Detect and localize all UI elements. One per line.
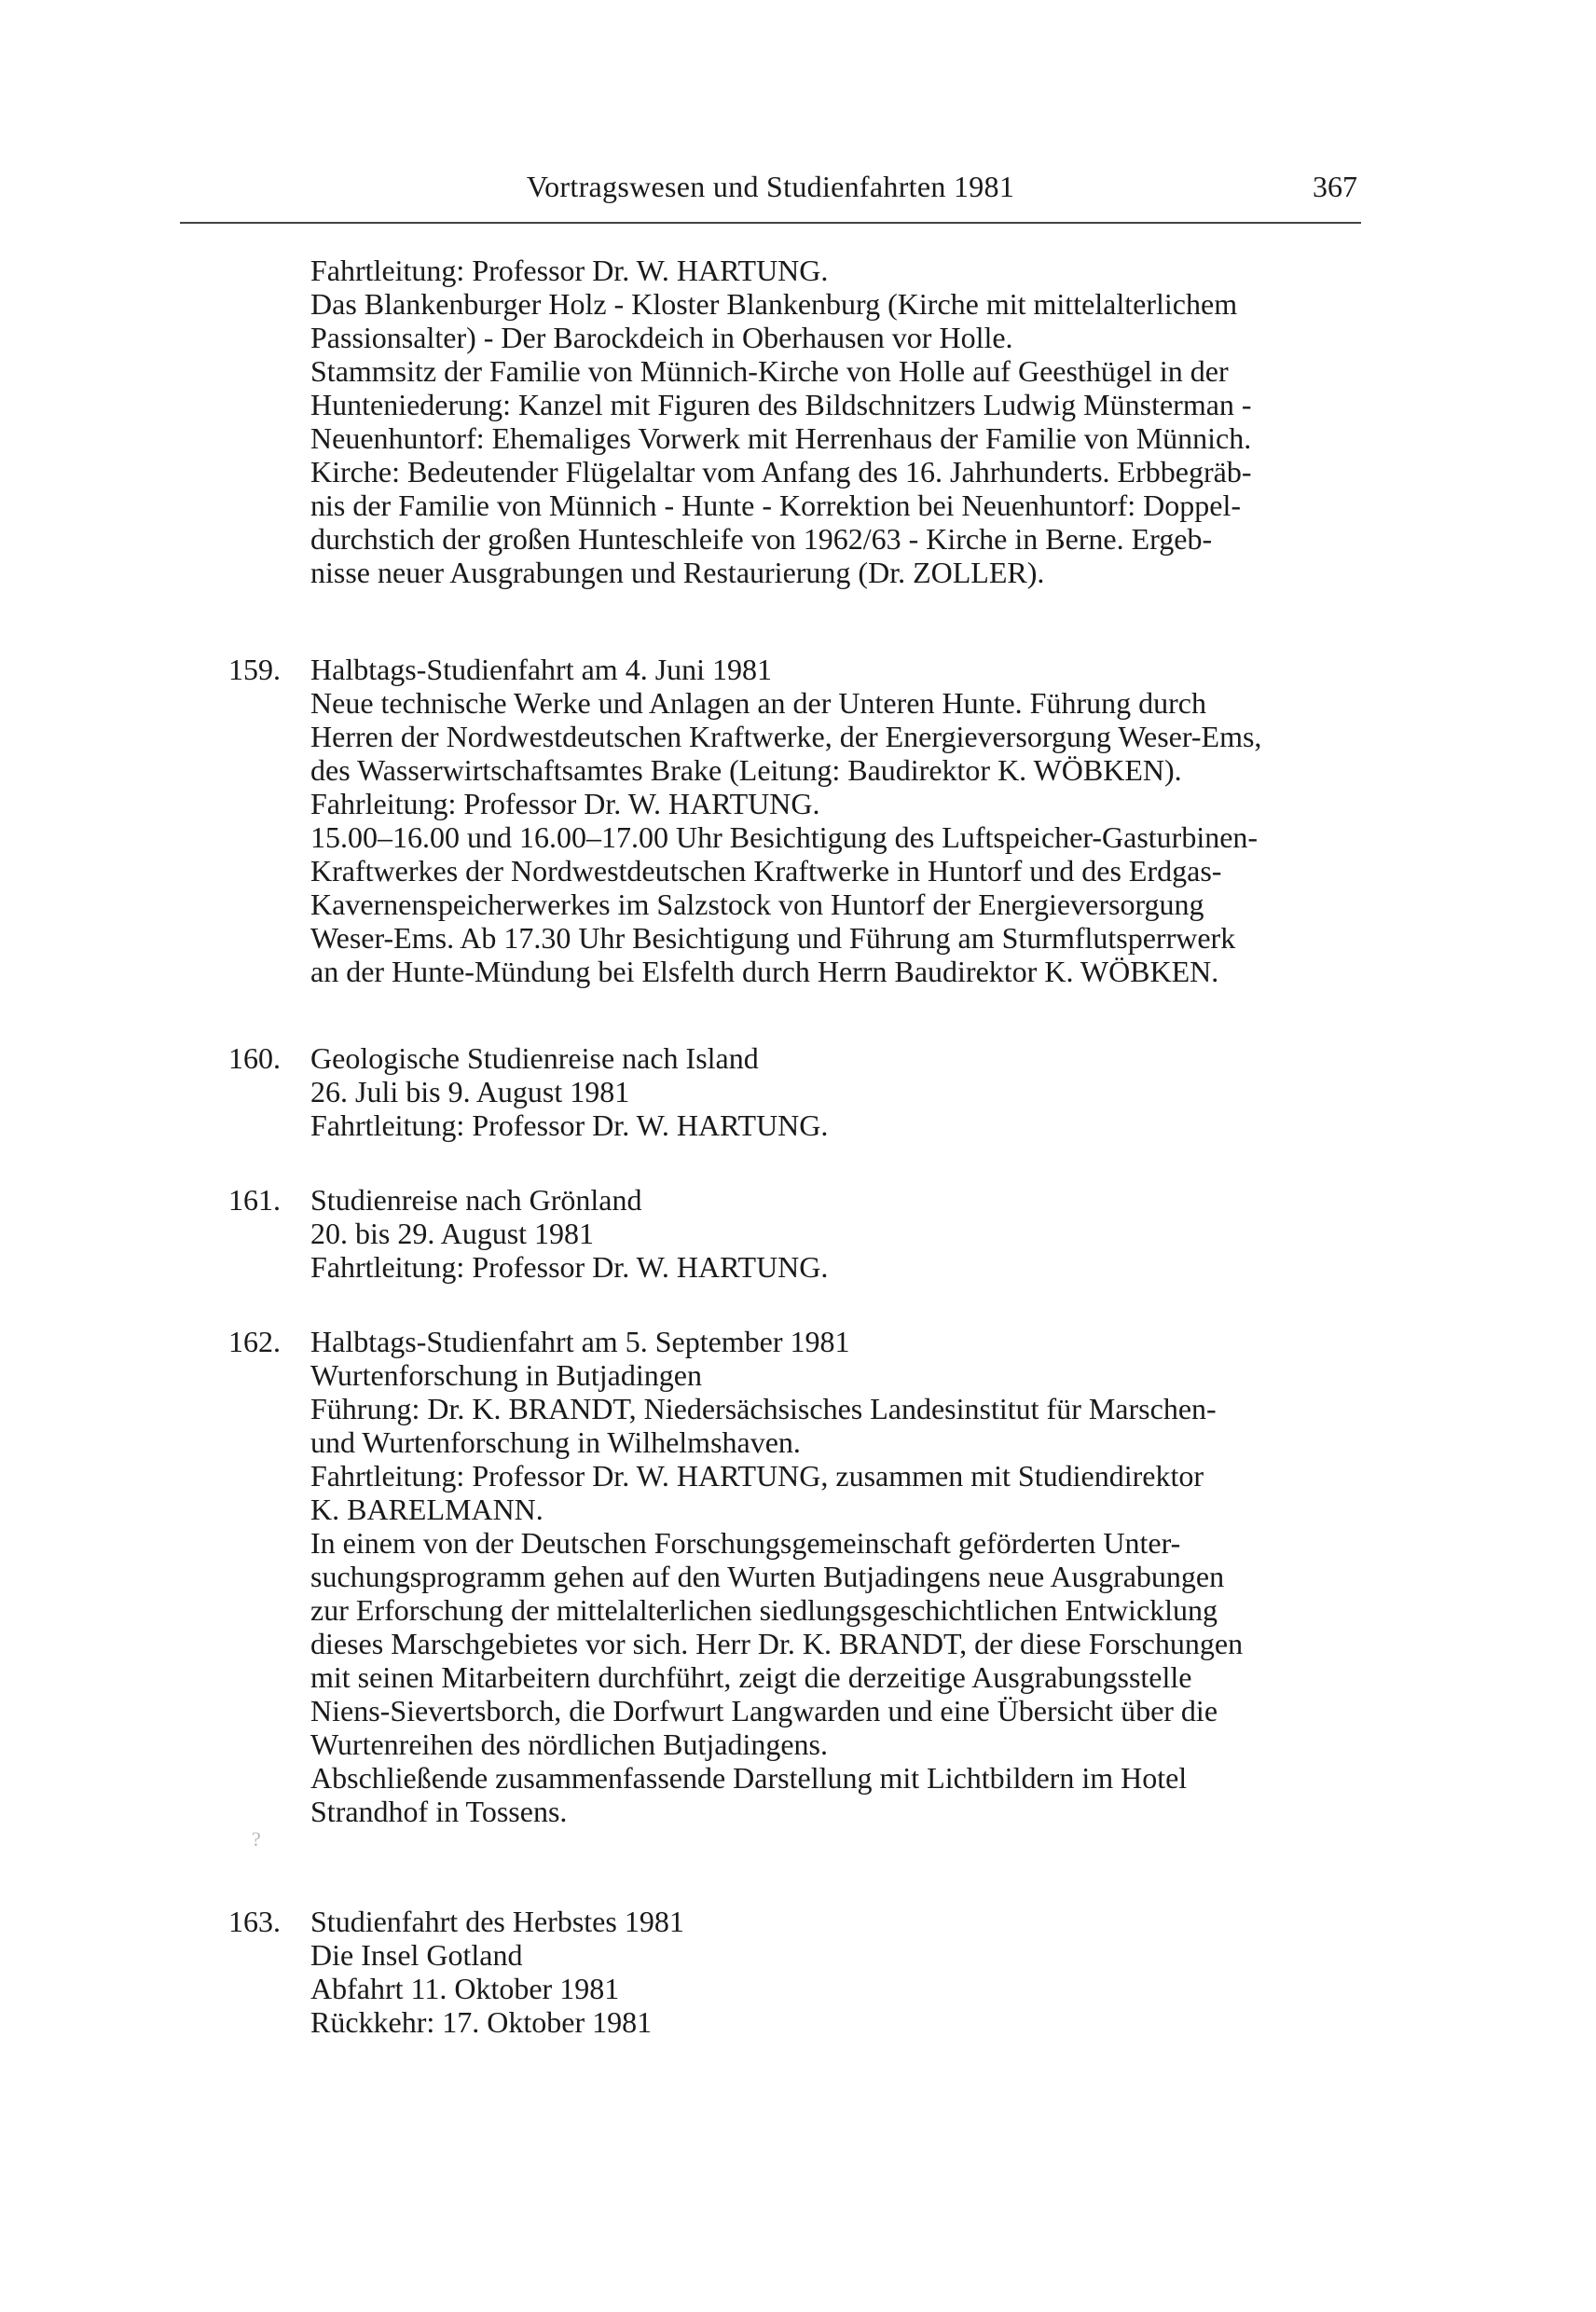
text-line: zur Erforschung der mittelalterlichen siedlungsgeschichtlichen Entwicklung	[310, 1593, 1218, 1627]
entry-body	[310, 1325, 1383, 1828]
text-line: Wurtenreihen des nördlichen Butjadingens.	[310, 1727, 828, 1761]
text-line: Herren der Nordwestdeutschen Kraftwerke, der Energieversorgung Weser-Ems,	[310, 720, 1262, 753]
entry-title: Halbtags-Studienfahrt am 4. Juni 1981	[310, 653, 773, 686]
text-line: Kirche: Bedeutender Flügelaltar vom Anfang des 16. Jahrhunderts. Erbbegräb-	[310, 455, 1252, 489]
text-line: Abschließende zusammenfassende Darstellung mit Lichtbildern im Hotel	[310, 1761, 1188, 1795]
entry-title: Halbtags-Studienfahrt am 5. September 1981	[310, 1325, 850, 1358]
text-line: 15.00–16.00 und 16.00–17.00 Uhr Besichtigung des Luftspeicher-Gasturbinen-	[310, 820, 1259, 854]
text-line: des Wasserwirtschaftsamtes Brake (Leitung: Baudirektor K. WÖBKEN).	[310, 753, 1182, 787]
text-line: 20. bis 29. August 1981	[310, 1217, 595, 1250]
entry-title: Geologische Studienreise nach Island	[310, 1041, 759, 1075]
text-line: Wurtenforschung in Butjadingen	[310, 1358, 702, 1392]
entry-title: Studienreise nach Grönland	[310, 1183, 642, 1217]
text-line: mit seinen Mitarbeitern durchführt, zeigt die derzeitige Ausgrabungsstelle	[310, 1660, 1192, 1694]
entry-number: 160.	[228, 1041, 281, 1075]
entry-number: 159.	[228, 653, 281, 686]
text-line: Strandhof in Tossens.	[310, 1795, 568, 1828]
text-line: Die Insel Gotland	[310, 1938, 523, 1972]
text-line: suchungsprogramm gehen auf den Wurten Butjadingens neue Ausgrabungen	[310, 1560, 1225, 1593]
page-number: 367	[1313, 170, 1357, 203]
intro-paragraph	[310, 254, 1383, 589]
text-line: Fahrtleitung: Professor Dr. W. HARTUNG.	[310, 1108, 829, 1142]
text-line: In einem von der Deutschen Forschungsgemeinschaft geförderten Unter-	[310, 1526, 1181, 1560]
text-line: 26. Juli bis 9. August 1981	[310, 1075, 630, 1108]
margin-mark: ?	[252, 1827, 261, 1851]
text-line: und Wurtenforschung in Wilhelmshaven.	[310, 1425, 801, 1459]
text-line: K. BARELMANN.	[310, 1493, 543, 1526]
text-line: Neuenhuntorf: Ehemaliges Vorwerk mit Herrenhaus der Familie von Münnich.	[310, 421, 1252, 455]
text-line: Kraftwerkes der Nordwestdeutschen Kraftwerke in Huntorf und des Erdgas-	[310, 854, 1222, 888]
text-line: dieses Marschgebietes vor sich. Herr Dr. K. BRANDT, der diese Forschungen	[310, 1627, 1244, 1660]
text-line: Das Blankenburger Holz - Kloster Blankenburg (Kirche mit mittelalterlichem	[310, 287, 1238, 321]
text-line: durchstich der großen Hunteschleife von 1962/63 - Kirche in Berne. Ergeb-	[310, 522, 1213, 556]
entry-title: Studienfahrt des Herbstes 1981	[310, 1905, 684, 1938]
text-line: nis der Familie von Münnich - Hunte - Korrektion bei Neuenhuntorf: Doppel-	[310, 489, 1241, 522]
text-line: Niens-Sievertsborch, die Dorfwurt Langwarden und eine Übersicht über die	[310, 1694, 1218, 1727]
text-line: Fahrleitung: Professor Dr. W. HARTUNG.	[310, 787, 820, 820]
text-line: Weser-Ems. Ab 17.30 Uhr Besichtigung und Führung am Sturmflutsperrwerk	[310, 921, 1236, 955]
entry-body	[310, 1041, 1383, 1142]
page-header	[180, 168, 1361, 224]
entry-number: 162.	[228, 1325, 281, 1358]
text-line: Stammsitz der Familie von Münnich-Kirche von Holle auf Geesthügel in der	[310, 354, 1229, 388]
text-line: Fahrtleitung: Professor Dr. W. HARTUNG.	[310, 1250, 829, 1284]
entry-body	[310, 653, 1383, 988]
running-title: Vortragswesen und Studienfahrten 1981	[526, 170, 1015, 203]
entry-body	[310, 1183, 1383, 1284]
entry-number: 161.	[228, 1183, 281, 1217]
text-line: Neue technische Werke und Anlagen an der Unteren Hunte. Führung durch	[310, 686, 1206, 720]
text-line: Kavernenspeicherwerkes im Salzstock von Huntorf der Energieversorgung	[310, 888, 1204, 921]
text-line: Abfahrt 11. Oktober 1981	[310, 1972, 620, 2005]
entry-body	[310, 1905, 1383, 2039]
text-line: Hunteniederung: Kanzel mit Figuren des Bildschnitzers Ludwig Münsterman -	[310, 388, 1252, 421]
text-line: Fahrtleitung: Professor Dr. W. HARTUNG, zusammen mit Studiendirektor	[310, 1459, 1204, 1493]
text-line: Fahrtleitung: Professor Dr. W. HARTUNG.	[310, 254, 829, 287]
text-line: Führung: Dr. K. BRANDT, Niedersächsisches Landesinstitut für Marschen-	[310, 1392, 1217, 1425]
text-line: nisse neuer Ausgrabungen und Restaurierung (Dr. ZOLLER).	[310, 556, 1045, 589]
text-line: Passionsalter) - Der Barockdeich in Oberhausen vor Holle.	[310, 321, 1013, 354]
text-line: an der Hunte-Mündung bei Elsfelth durch Herrn Baudirektor K. WÖBKEN.	[310, 955, 1219, 988]
text-line: Rückkehr: 17. Oktober 1981	[310, 2005, 653, 2039]
entry-number: 163.	[228, 1905, 281, 1938]
